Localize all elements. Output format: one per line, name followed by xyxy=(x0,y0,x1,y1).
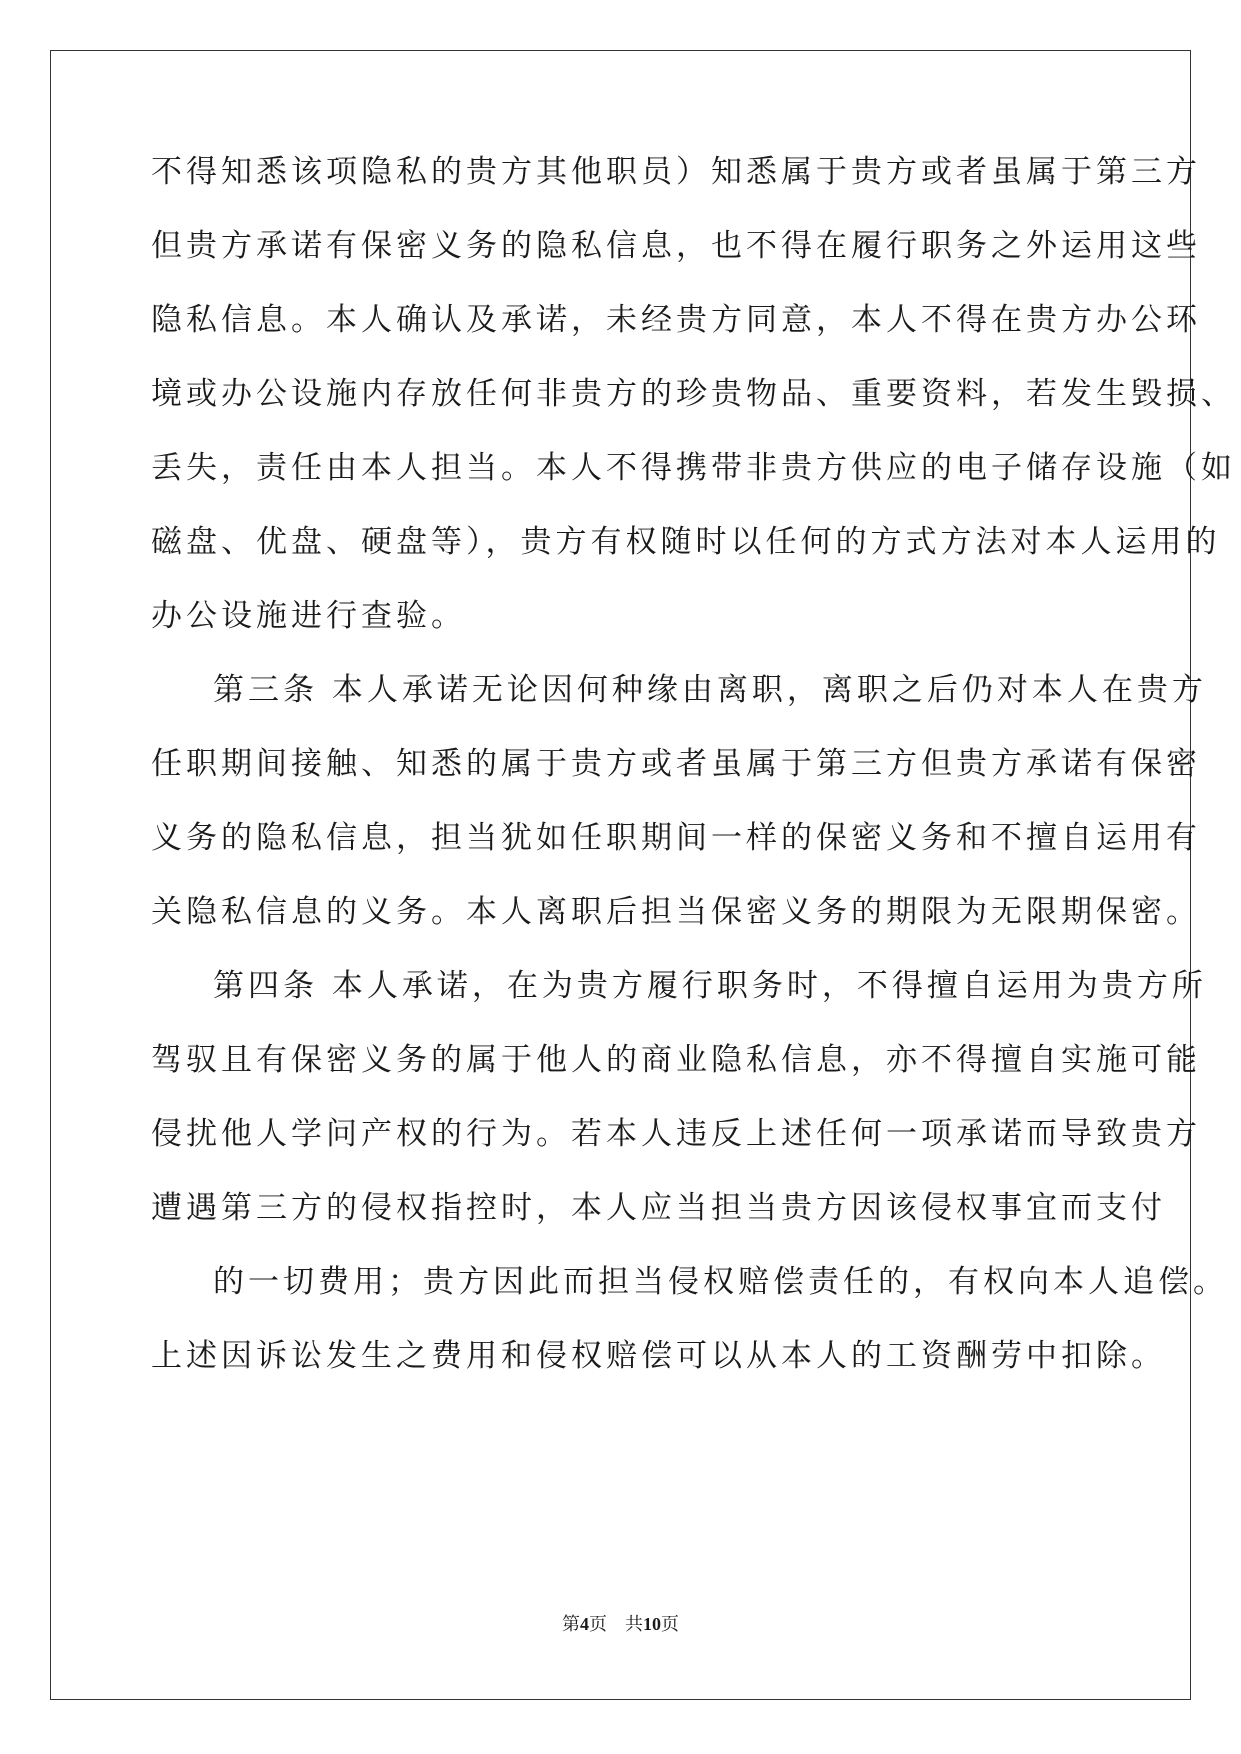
text-line-15: 遭遇第三方的侵权指控时，本人应当担当贵方因该侵权事宜而支付 xyxy=(151,1190,1166,1226)
text-line-3: 隐私信息。本人确认及承诺，未经贵方同意，本人不得在贵方办公环 xyxy=(151,302,1201,338)
text-line-6: 磁盘、优盘、硬盘等），贵方有权随时以任何的方式方法对本人运用的 xyxy=(151,524,1221,560)
text-line-2: 但贵方承诺有保密义务的隐私信息，也不得在履行职务之外运用这些 xyxy=(151,228,1201,264)
text-line-1: 不得知悉该项隐私的贵方其他职员）知悉属于贵方或者虽属于第三方 xyxy=(151,154,1201,190)
footer-mid: 页 共 xyxy=(589,1614,643,1634)
text-line-11: 关隐私信息的义务。本人离职后担当保密义务的期限为无限期保密。 xyxy=(151,894,1201,930)
text-line-9: 任职期间接触、知悉的属于贵方或者虽属于第三方但贵方承诺有保密 xyxy=(151,746,1201,782)
text-line-14: 侵扰他人学问产权的行为。若本人违反上述任何一项承诺而导致贵方 xyxy=(151,1116,1201,1152)
footer-prefix: 第 xyxy=(562,1614,580,1634)
text-line-10: 义务的隐私信息，担当犹如任职期间一样的保密义务和不擅自运用有 xyxy=(151,820,1201,856)
page-footer xyxy=(0,1612,1241,1636)
text-line-17: 上述因诉讼发生之费用和侵权赔偿可以从本人的工资酬劳中扣除。 xyxy=(151,1338,1166,1374)
total-page-count: 10 xyxy=(643,1614,661,1634)
text-line-4: 境或办公设施内存放任何非贵方的珍贵物品、重要资料，若发生毁损、 xyxy=(151,376,1236,412)
article-4-heading-line: 第四条 本人承诺，在为贵方履行职务时，不得擅自运用为贵方所 xyxy=(213,968,1207,1004)
current-page-number: 4 xyxy=(580,1614,589,1634)
text-line-13: 驾驭且有保密义务的属于他人的商业隐私信息，亦不得擅自实施可能 xyxy=(151,1042,1201,1078)
page-frame xyxy=(50,50,1236,1700)
text-line-16: 的一切费用；贵方因此而担当侵权赔偿责任的，有权向本人追偿。 xyxy=(213,1264,1228,1300)
footer-suffix: 页 xyxy=(661,1614,679,1634)
text-line-7: 办公设施进行查验。 xyxy=(151,598,466,634)
article-3-heading-line: 第三条 本人承诺无论因何种缘由离职，离职之后仍对本人在贵方 xyxy=(213,672,1207,708)
text-line-5: 丢失，责任由本人担当。本人不得携带非贵方供应的电子储存设施（如 xyxy=(151,450,1236,486)
